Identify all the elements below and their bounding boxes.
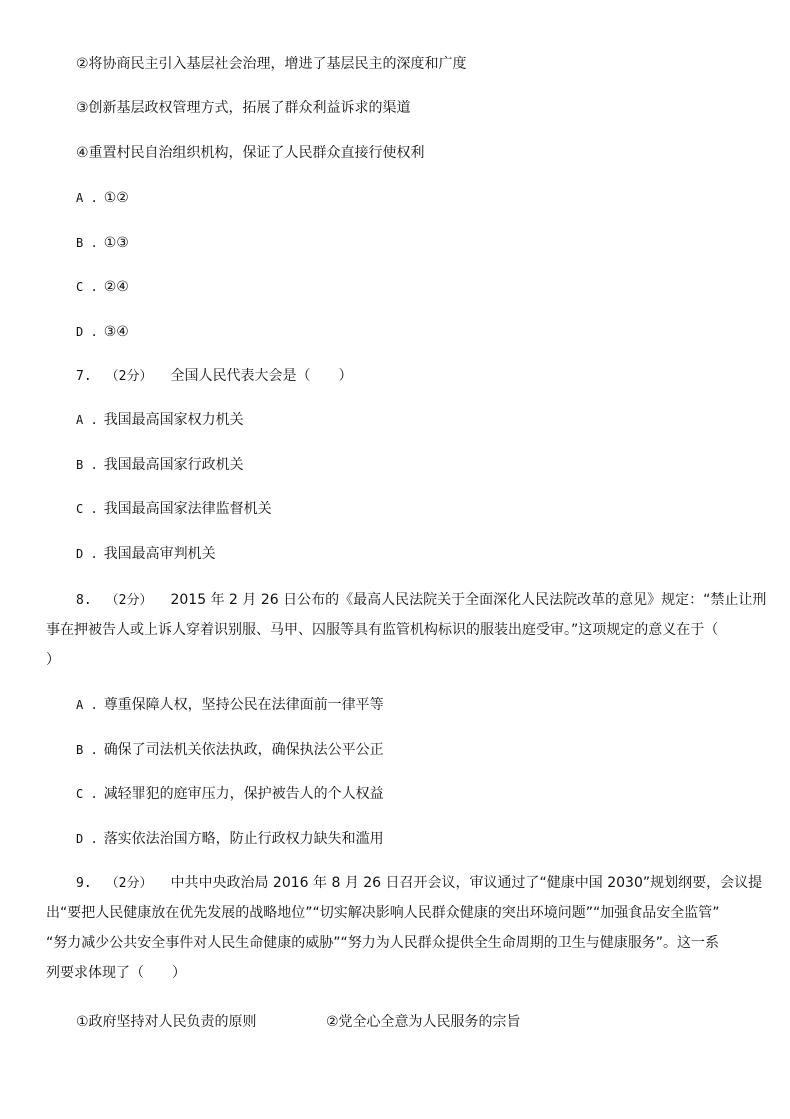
q8-option-b[interactable] [76, 740, 384, 760]
option-text: 我国最高国家行政机关 [103, 457, 244, 473]
q7-option-c[interactable] [76, 499, 272, 519]
q6-option-a[interactable] [76, 188, 129, 208]
question-score: （2分） [105, 593, 153, 608]
question-score: （2分） [105, 876, 153, 891]
q7-option-a[interactable] [76, 410, 244, 430]
q9-stem-line4: 列要求体现了（ ） [46, 965, 186, 981]
q8-option-a[interactable] [76, 695, 384, 715]
q7-option-d[interactable] [76, 544, 216, 564]
option-text: 尊重保障人权，坚持公民在法律面前一律平等 [103, 697, 384, 713]
option-text: 落实依法治国方略，防止行政权力缺失和滥用 [103, 831, 384, 847]
option-letter: D . [76, 325, 98, 339]
option-text: 我国最高国家法律监督机关 [103, 501, 272, 517]
q8-stem-line2: 事在押被告人或上诉人穿着识别服、马甲、囚服等具有监管机构标识的服装出庭受审。”这项规定的意义在于（ [46, 622, 719, 638]
option-letter: A . [76, 413, 98, 427]
question-number: 7. [76, 369, 92, 384]
option-text: 我国最高审判机关 [103, 546, 216, 562]
q9-stem-line1 [76, 873, 762, 894]
q6-option-c[interactable] [76, 277, 129, 297]
question-number: 9. [76, 876, 92, 891]
question-text: 全国人民代表大会是（ ） [170, 368, 353, 384]
q8-stem-line1 [76, 590, 766, 611]
q9-choice-2: ②党全心全意为人民服务的宗旨 [326, 1014, 521, 1030]
option-text: 减轻罪犯的庭审压力，保护被告人的个人权益 [103, 786, 384, 802]
q8-stem-line3: ） [46, 652, 60, 668]
q9-stem-line2: 出“要把人民健康放在优先发展的战略地位”“切实解决影响人民群众健康的突出环境问题”“加强食品安全监管” [46, 905, 720, 921]
q7-option-b[interactable] [76, 455, 244, 475]
q9-stem-line3: “努力减少公共安全事件对人民生命健康的威胁”“努力为人民群众提供全生命周期的卫生与健康服务”。这一系 [46, 935, 720, 951]
option-letter: A . [76, 698, 98, 712]
option-letter: C . [76, 787, 98, 801]
statement-3: ③创新基层政权管理方式，拓展了群众利益诉求的渠道 [76, 100, 411, 116]
option-letter: D . [76, 547, 98, 561]
option-text: ③④ [103, 324, 129, 340]
option-letter: D . [76, 832, 98, 846]
option-text: ②④ [103, 279, 129, 295]
option-letter: A . [76, 191, 98, 205]
statement-4: ④重置村民自治组织机构，保证了人民群众直接行使权利 [76, 145, 425, 161]
q8-option-d[interactable] [76, 829, 384, 849]
question-text: 中共中央政治局 2016 年 8 月 26 日召开会议，审议通过了“健康中国 2030”规划纲要，会议提 [170, 875, 763, 891]
q8-option-c[interactable] [76, 784, 384, 804]
q9-choices-row [76, 1012, 576, 1032]
question-score: （2分） [105, 369, 153, 384]
option-text: ①③ [103, 235, 129, 251]
q7-stem [76, 366, 352, 387]
option-letter: B . [76, 236, 98, 250]
q6-option-d[interactable] [76, 322, 129, 342]
q6-option-b[interactable] [76, 233, 129, 253]
question-text: 2015 年 2 月 26 日公布的《最高人民法院关于全面深化人民法院改革的意见》规定：“禁止让刑 [170, 592, 767, 608]
statement-2: ②将协商民主引入基层社会治理，增进了基层民主的深度和广度 [76, 56, 467, 72]
option-text: 我国最高国家权力机关 [103, 412, 244, 428]
option-text: ①② [103, 190, 129, 206]
q9-choice-1: ①政府坚持对人民负责的原则 [76, 1014, 257, 1030]
option-letter: B . [76, 458, 98, 472]
option-text: 确保了司法机关依法执政，确保执法公平公正 [103, 742, 384, 758]
question-number: 8. [76, 593, 92, 608]
option-letter: B . [76, 743, 98, 757]
option-letter: C . [76, 502, 98, 516]
option-letter: C . [76, 280, 98, 294]
